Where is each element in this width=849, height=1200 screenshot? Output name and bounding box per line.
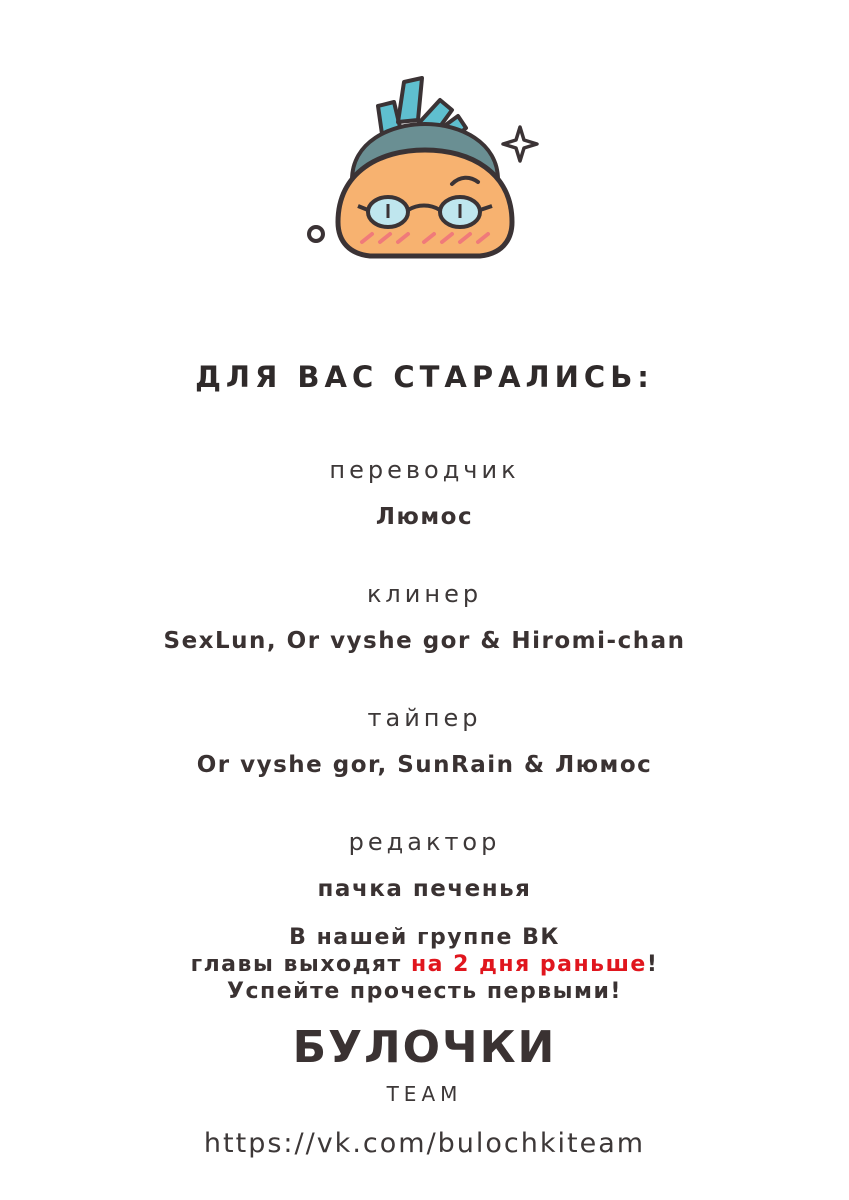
- promo-block: [0, 924, 849, 1005]
- name-typer: Or vyshe gor, SunRain & Люмос: [196, 752, 653, 778]
- name-cleaner: SexLun, Or vyshe gor & Hiromi-chan: [163, 628, 686, 654]
- role-translator: переводчик: [329, 456, 520, 484]
- role-typer: тайпер: [367, 704, 482, 732]
- sparkle-icon: [503, 127, 537, 161]
- role-cleaner: клинер: [366, 580, 483, 608]
- promo-line-3: Успейте прочесть первыми!: [227, 979, 622, 1004]
- role-editor: редактор: [348, 828, 501, 856]
- brand-team-label: TEAM: [386, 1082, 463, 1106]
- promo-highlight: на 2 дня раньше: [410, 952, 647, 977]
- mascot-illustration: [300, 72, 550, 272]
- group-link[interactable]: https://vk.com/bulochkiteam: [203, 1128, 646, 1159]
- name-translator: Люмос: [375, 504, 474, 530]
- promo-line-2-end: !: [646, 952, 659, 977]
- promo-line-2-start: главы выходят: [190, 952, 411, 977]
- promo-line-2: [0, 951, 849, 978]
- name-editor: пачка печенья: [317, 876, 532, 902]
- brand-logo: БУЛОЧКИ: [292, 1022, 557, 1073]
- credits-heading: ДЛЯ ВАС СТАРАЛИСЬ:: [195, 360, 654, 394]
- promo-line-1: В нашей группе ВК: [289, 925, 560, 950]
- dot-icon: [309, 227, 323, 241]
